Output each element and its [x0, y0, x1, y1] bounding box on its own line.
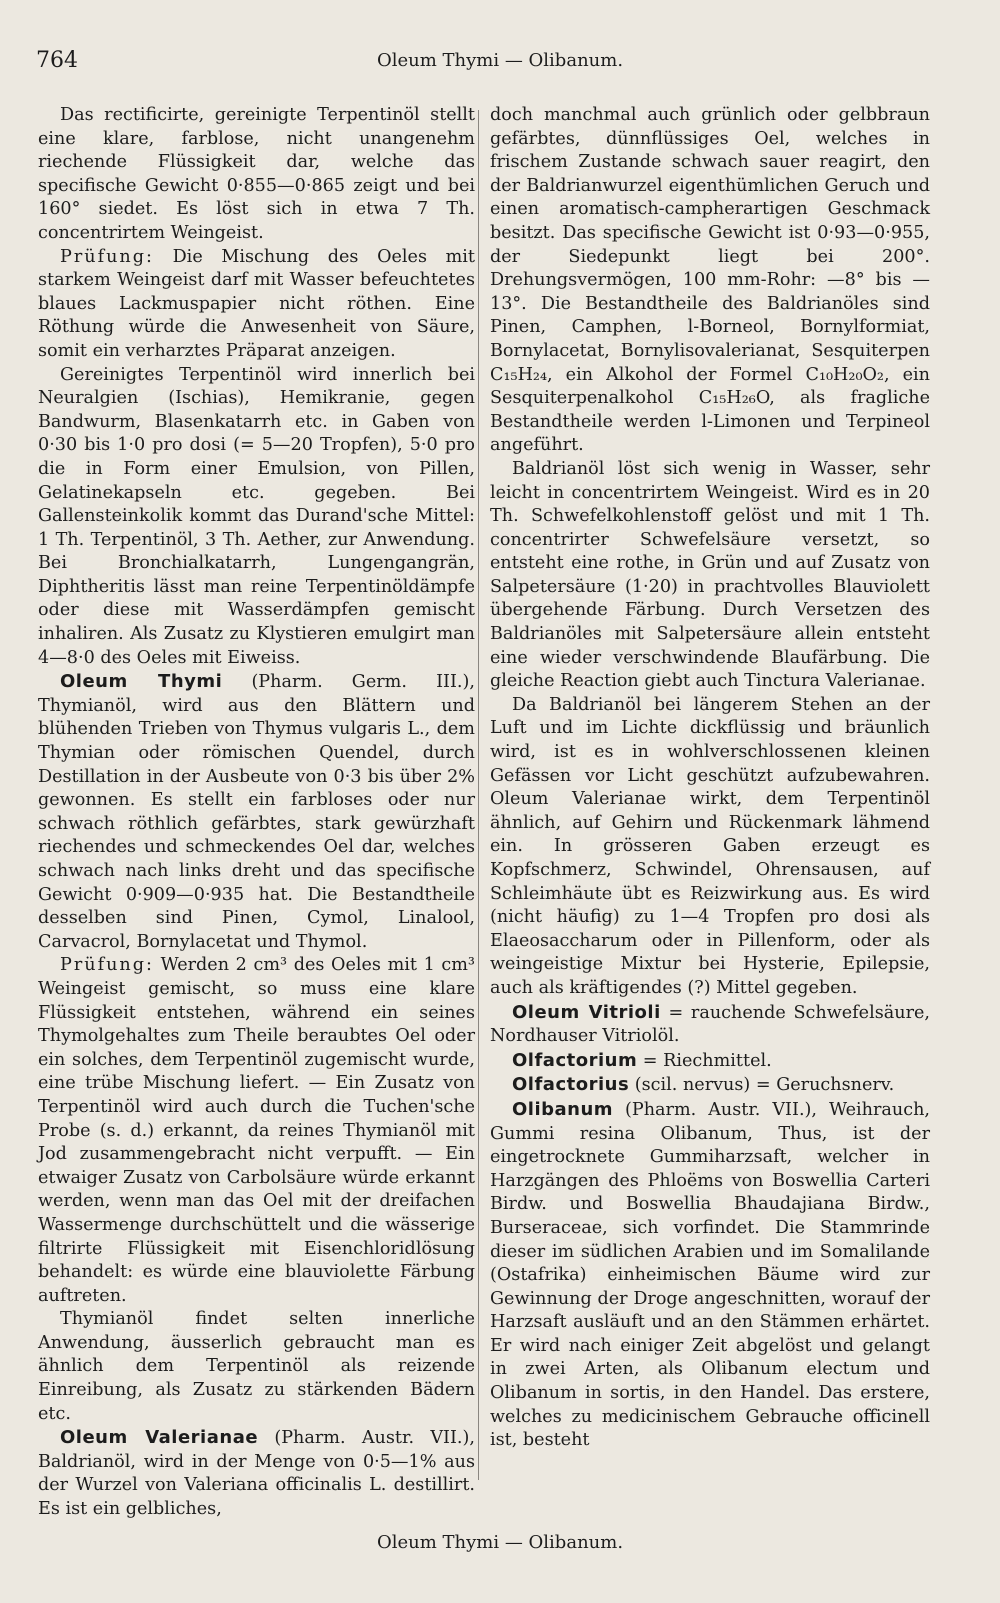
paragraph-text: (Pharm. Germ. III.), Thymianöl, wird aus den Blättern und blühenden Trieben von Thymus vulgaris L., dem Thymian oder römischen Quendel, durch Destillation in der Ausbeute von 0·3 bis über 2% gewonnen. Es stellt ein farbloses oder nur schwach röthlich gefärbtes, stark gewürzhaft riechendes und schmeckendes Oel dar, welches schwach nach links dreht und das specifische Gewicht 0·909—0·935 hat. Die Bestandtheile desselben sind Pinen, Cymol, Linalool, Carvacrol, Bornylacetat und Thymol. — [38, 672, 475, 952]
right-column — [490, 104, 930, 1453]
paragraph-text: = Riechmittel. — [637, 1050, 772, 1071]
page-header — [36, 48, 964, 78]
paragraph-text: Das rectificirte, gereinigte Terpentinöl stellt eine klare, farblose, nicht unangenehm riechende Flüssigkeit dar, welche das specifische Gewicht 0·855—0·865 zeigt und bei 160° siedet. Es löst sich in etwa 7 Th. concentrirtem Weingeist. — [38, 105, 475, 243]
paragraph-text: Die Mischung des Oeles mit starkem Weingeist darf mit Wasser befeuchtetes blaues Lackmuspapier nicht röthen. Eine Röthung würde die Anwesenheit von Säure, somit ein verharztes Präparat anzeigen. — [38, 246, 475, 361]
paragraph-text: Werden 2 cm³ des Oeles mit 1 cm³ Weingeist gemischt, so muss eine klare Flüssigkeit entstehen, während ein seines Thymolgehaltes zum Theile beraubtes Oel oder ein solches, dem Terpentinöl zugemischt wurde, eine trübe Mischung liefert. — Ein Zusatz von Terpentinöl wird auch durch die Tuchen'sche Probe (s. d.) erkannt, da reines Thymianöl mit Jod zusammengebracht nicht verpufft. — Ein etwaiger Zusatz von Carbolsäure würde erkannt werden, wenn man das Oel mit der dreifachen Wassermenge durchschüttelt und die wässerige filtrirte Flüssigkeit mit Eisenchloridlösung behandelt: es würde eine blauviolette Färbung auftreten. — [38, 955, 475, 1306]
paragraph-text: Da Baldrianöl bei längerem Stehen an der Luft und im Lichte dickflüssig und bräunlich wird, ist es in wohlverschlossenen kleinen Gefässen vor Licht geschützt aufzubewahren. Oleum Valerianae wirkt, dem Terpentinöl ähnlich, auf Gehirn und Rückenmark lähmend ein. In grösseren Gaben erzeugt es Kopfschmerz, Schwindel, Ohrensausen, auf Schleimhäute übt es Reizwirkung aus. Es wird (nicht häufig) zu 1—4 Tropfen pro dosi als Elaeosaccharum oder in Pillenform, oder als weingeistige Mixtur bei Hysterie, Epilepsie, auch als kräftigendes (?) Mittel gegeben. — [490, 694, 930, 998]
paragraph — [490, 458, 930, 694]
paragraph — [38, 670, 475, 954]
paragraph-text: Baldrianöl löst sich wenig in Wasser, sehr leicht in concentrirtem Weingeist. Wird es in 20 Th. Schwefelkohlenstoff gelöst und mit 1 Th. concentrirter Schwefelsäure versetzt, so entsteht eine rothe, in Grün und auf Zusatz von Salpetersäure (1·20) in prachtvolles Blauviolett übergehende Färbung. Durch Versetzen des Baldrianöles mit Salpetersäure allein entsteht eine wieder verschwindende Blaufärbung. Die gleiche Reaction giebt auch Tinctura Valerianae. — [490, 458, 930, 692]
paragraph-text: (Pharm. Austr. VII.), Baldrianöl, wird in der Menge von 0·5—1% aus der Wurzel von Valeriana officinalis L. destillirt. Es ist ein gelbliches, — [38, 1428, 475, 1520]
section-lead: Prüfung: — [60, 246, 154, 267]
paragraph — [490, 104, 930, 458]
paragraph — [38, 364, 475, 671]
page-footer: Oleum Thymi — Olibanum. — [376, 1532, 624, 1553]
running-title: Oleum Thymi — Olibanum. — [376, 50, 624, 71]
column-divider — [478, 110, 479, 1480]
page-number: 764 — [36, 48, 78, 73]
section-lead: Prüfung: — [60, 955, 154, 976]
entry-keyword: Oleum Vitrioli — [512, 1001, 661, 1023]
paragraph — [38, 104, 475, 246]
left-column — [38, 104, 475, 1522]
paragraph-text: (Pharm. Austr. VII.), Weihrauch, Gummi resina Olibanum, Thus, ist der eingetrocknete Gummiharzsaft, welcher in Harzgängen des Phloëms von Boswellia Carteri Birdw. und Boswellia Bhaudajiana Birdw., Burseraceae, sich vorfindet. Die Stammrinde dieser im südlichen Arabien und im Somalilande (Ostafrika) einheimischen Bäume wird zur Gewinnung der Droge angeschnitten, worauf der Harzsaft ausläuft und an den Stämmen erhärtet. Er wird nach einiger Zeit abgelöst und gelangt in zwei Arten, als Olibanum electum und Olibanum in sortis, in den Handel. Das erstere, welches zu medicinischem Gebrauche officinell ist, besteht — [490, 1099, 930, 1451]
paragraph-text: Thymianöl findet selten innerliche Anwendung, äusserlich gebraucht man es ähnlich dem Terpentinöl als reizende Einreibung, als Zusatz zu stärkenden Bädern etc. — [38, 1309, 475, 1424]
paragraph — [490, 694, 930, 1001]
paragraph — [38, 954, 475, 1308]
paragraph-text: doch manchmal auch grünlich oder gelbbraun gefärbtes, dünnflüssiges Oel, welches in frischem Zustande schwach sauer reagirt, den der Baldrianwurzel eigenthümlichen Geruch und einen aromatisch-campherartigen Geschmack besitzt. Das specifische Gewicht ist 0·93—0·955, der Siedepunkt liegt bei 200°. Drehungsvermögen, 100 mm-Rohr: —8° bis —13°. Die Bestandtheile des Baldrianöles sind Pinen, Camphen, l-Borneol, Bornylformiat, Bornylacetat, Bornylisovalerianat, Sesquiterpen C₁₅H₂₄, ein Alkohol der Formel C₁₀H₂₀O₂, ein Sesquiterpenalkohol C₁₅H₂₆O, als fragliche Bestandtheile werden l-Limonen und Terpineol angeführt. — [490, 105, 930, 456]
paragraph — [490, 1098, 930, 1453]
entry-keyword: Oleum Valerianae — [60, 1427, 259, 1449]
paragraph — [490, 1073, 930, 1098]
paragraph — [38, 1308, 475, 1426]
paragraph-text: (scil. nervus) = Geruchsnerv. — [629, 1075, 895, 1096]
paragraph — [38, 1426, 475, 1521]
paragraph-text: Gereinigtes Terpentinöl wird innerlich bei Neuralgien (Ischias), Hemikranie, gegen Bandwurm, Blasenkatarrh etc. in Gaben von 0·30 bis 1·0 pro dosi (= 5—20 Tropfen), 5·0 pro die in Form einer Emulsion, von Pillen, Gelatinekapseln etc. gegeben. Bei Gallensteinkolik kommt das Durand'sche Mittel: 1 Th. Terpentinöl, 3 Th. Aether, zur Anwendung. Bei Bronchialkatarrh, Lungengangrän, Diphtheritis lässt man reine Terpentinöldämpfe oder diese mit Wasserdämpfen gemischt inhaliren. Als Zusatz zu Klystieren emulgirt man 4—8·0 des Oeles mit Eiweiss. — [38, 364, 475, 668]
paragraph — [490, 1049, 930, 1074]
entry-keyword: Olfactorium — [512, 1049, 638, 1071]
paragraph — [38, 246, 475, 364]
entry-keyword: Olfactorius — [512, 1074, 630, 1096]
entry-keyword: Oleum Thymi — [60, 671, 223, 693]
entry-keyword: Olibanum — [512, 1098, 614, 1120]
paragraph-text: = rauchende Schwefelsäure, Nordhauser Vitriolöl. — [490, 1002, 930, 1047]
paragraph — [490, 1001, 930, 1049]
